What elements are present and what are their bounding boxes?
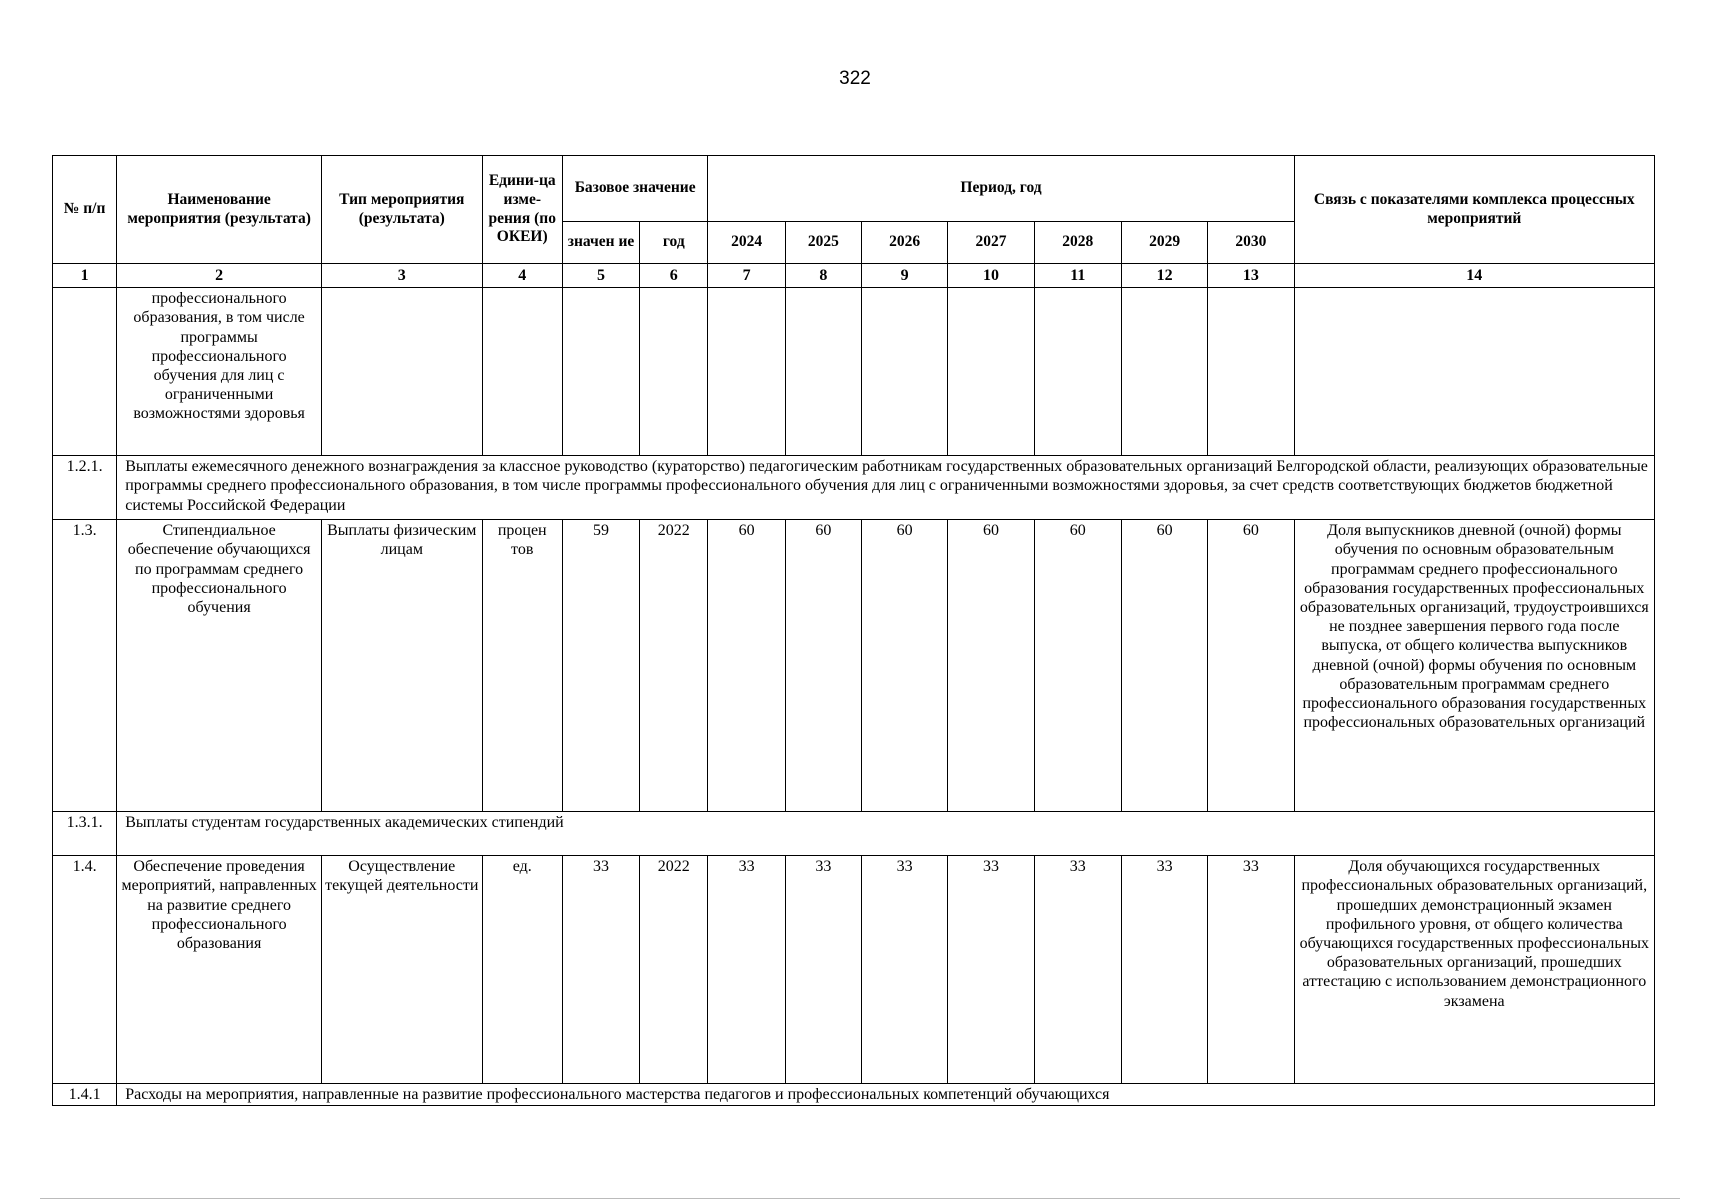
row-1-4-1 — [53, 1084, 1655, 1106]
cell-empty — [321, 288, 482, 456]
cell-unit: ед. — [482, 856, 562, 1084]
column-number: 5 — [562, 264, 639, 288]
cell-value: 33 — [948, 856, 1034, 1084]
cell-empty — [1294, 288, 1654, 456]
measures-table — [52, 155, 1655, 1106]
cell-value: 60 — [708, 520, 785, 812]
cell-num: 1.4. — [53, 856, 117, 1084]
cell-num: 1.2.1. — [53, 456, 117, 520]
cell-value: 60 — [861, 520, 947, 812]
header-year: 2028 — [1034, 222, 1121, 264]
row-1-3-1 — [53, 812, 1655, 856]
cell-num: 1.3.1. — [53, 812, 117, 856]
cell-empty — [53, 288, 117, 456]
header-unit: Едини-ца изме-рения (по ОКЕИ) — [482, 156, 562, 264]
header-link: Связь с показателями комплекса процессных мероприятий — [1294, 156, 1654, 264]
cell-name: Стипендиальное обеспечение обучающихся по программам среднего профессионального обучения — [117, 520, 322, 812]
cell-num: 1.3. — [53, 520, 117, 812]
column-number: 1 — [53, 264, 117, 288]
cell-value: 60 — [1208, 520, 1294, 812]
cell-base-value: 59 — [562, 520, 639, 812]
column-number: 14 — [1294, 264, 1654, 288]
cell-type: Выплаты физическим лицам — [321, 520, 482, 812]
cell-value: 33 — [1121, 856, 1207, 1084]
header-num: № п/п — [53, 156, 117, 264]
cell-value: 60 — [948, 520, 1034, 812]
cell-empty — [482, 288, 562, 456]
cell-value: 33 — [708, 856, 785, 1084]
cell-empty — [861, 288, 947, 456]
header-year: 2026 — [861, 222, 947, 264]
cell-value: 33 — [1208, 856, 1294, 1084]
header-row-1 — [53, 156, 1655, 222]
cell-value: 33 — [785, 856, 861, 1084]
cell-base-value: 33 — [562, 856, 639, 1084]
column-number: 12 — [1121, 264, 1207, 288]
column-number: 11 — [1034, 264, 1121, 288]
header-name: Наименование мероприятия (результата) — [117, 156, 322, 264]
cell-name: профессионального образования, в том числе программы профессионального обучения для лиц с ограниченными возможностями здоровья — [117, 288, 322, 456]
header-year: 2027 — [948, 222, 1034, 264]
cell-empty — [1208, 288, 1294, 456]
cell-empty — [708, 288, 785, 456]
cell-span-text: Выплаты ежемесячного денежного вознаграждения за классное руководство (кураторство) педагогическим работникам государственных образовательных организаций Белгородской области, реализующих образовательные программы среднего профессионального образования, в том числе программы профессионального обучения для лиц с ограниченными возможностями здоровья, за счет средств соответствующих бюджетов бюджетной системы Российской Федерации — [117, 456, 1655, 520]
column-number: 6 — [640, 264, 708, 288]
header-base: Базовое значение — [562, 156, 708, 222]
cell-empty — [640, 288, 708, 456]
cell-unit: процен тов — [482, 520, 562, 812]
column-number: 3 — [321, 264, 482, 288]
continuation-row — [53, 288, 1655, 456]
column-number: 10 — [948, 264, 1034, 288]
column-number-row — [53, 264, 1655, 288]
column-number: 4 — [482, 264, 562, 288]
row-1-4 — [53, 856, 1655, 1084]
cell-empty — [785, 288, 861, 456]
column-number: 7 — [708, 264, 785, 288]
header-base-year: год — [640, 222, 708, 264]
cell-empty — [1121, 288, 1207, 456]
header-type: Тип мероприятия (результата) — [321, 156, 482, 264]
scan-artifact-line — [40, 1198, 1680, 1199]
cell-name: Обеспечение проведения мероприятий, направленных на развитие среднего профессионального образования — [117, 856, 322, 1084]
cell-value: 33 — [861, 856, 947, 1084]
cell-link: Доля обучающихся государственных профессиональных образовательных организаций, прошедших демонстрационный экзамен профильного уровня, от общего количества обучающихся государственных профессиональных образовательных организаций, прошедших аттестацию с использованием демонстрационного экзамена — [1294, 856, 1654, 1084]
column-number: 8 — [785, 264, 861, 288]
cell-num: 1.4.1 — [53, 1084, 117, 1106]
column-number: 13 — [1208, 264, 1294, 288]
header-base-value: значен ие — [562, 222, 639, 264]
cell-span-text: Расходы на мероприятия, направленные на развитие профессионального мастерства педагогов и профессиональных компетенций обучающихся — [117, 1084, 1655, 1106]
column-number: 2 — [117, 264, 322, 288]
cell-link: Доля выпускников дневной (очной) формы обучения по основным образовательным программам среднего профессионального образования государственных профессиональных образовательных организаций, трудоустроившихся не позднее завершения первого года после выпуска, от общего количества выпускников дневной (очной) формы обучения по основным образовательным программам среднего профессионального образования государственных профессиональных образовательных организаций — [1294, 520, 1654, 812]
header-year: 2029 — [1121, 222, 1207, 264]
cell-type: Осуществление текущей деятельности — [321, 856, 482, 1084]
page-number: 322 — [839, 68, 871, 89]
row-1-2-1 — [53, 456, 1655, 520]
header-period: Период, год — [708, 156, 1294, 222]
cell-value: 60 — [1121, 520, 1207, 812]
cell-empty — [1034, 288, 1121, 456]
cell-base-year: 2022 — [640, 856, 708, 1084]
header-year: 2024 — [708, 222, 785, 264]
cell-value: 60 — [1034, 520, 1121, 812]
cell-span-text: Выплаты студентам государственных академических стипендий — [117, 812, 1655, 856]
cell-base-year: 2022 — [640, 520, 708, 812]
cell-value: 60 — [785, 520, 861, 812]
row-1-3 — [53, 520, 1655, 812]
cell-empty — [948, 288, 1034, 456]
column-number: 9 — [861, 264, 947, 288]
header-year: 2025 — [785, 222, 861, 264]
cell-empty — [562, 288, 639, 456]
header-year: 2030 — [1208, 222, 1294, 264]
cell-value: 33 — [1034, 856, 1121, 1084]
